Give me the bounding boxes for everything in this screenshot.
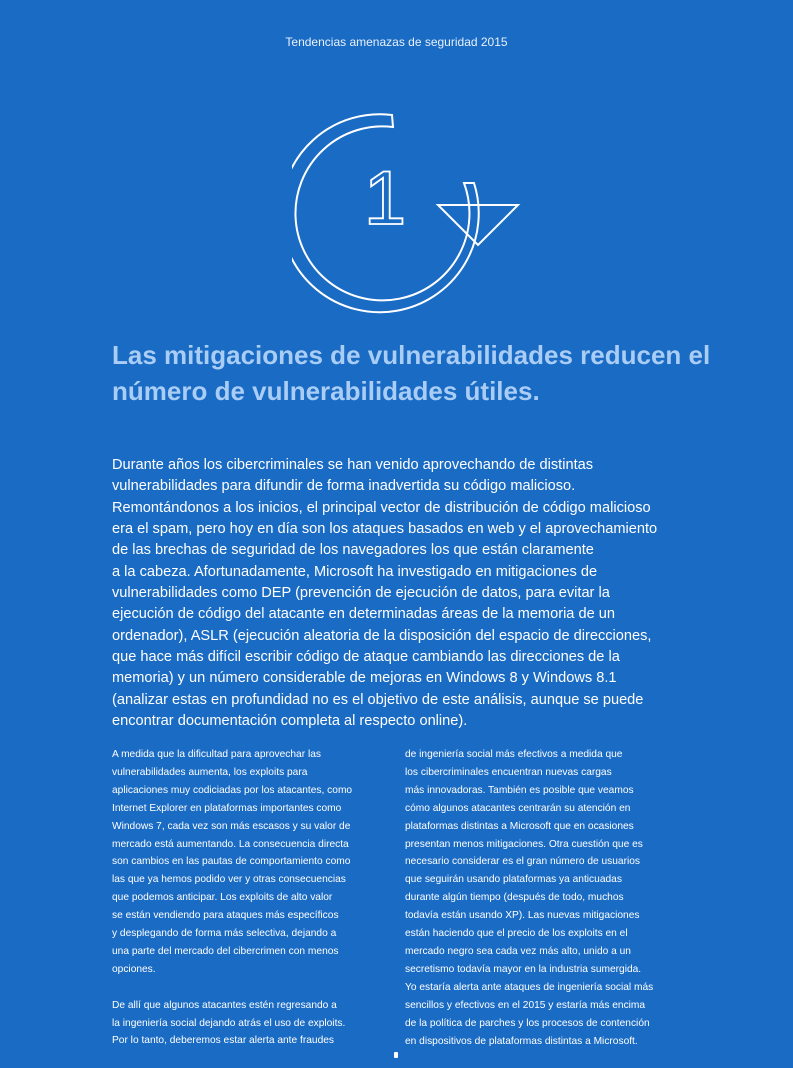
body-line: las que ya hemos podido ver y otras consecuencias (112, 874, 346, 886)
body-line: secretismo todavía mayor en la industria sumergida. (405, 963, 642, 975)
body-line: sencillos y efectivos en el 2015 y estaría más encima (405, 999, 646, 1011)
intro-line: encontrar documentación completa al respecto online). (112, 713, 468, 730)
circular-arrow-icon (292, 96, 524, 328)
body-paragraph (112, 997, 384, 1051)
intro-line: ordenador), ASLR (ejecución aleatoria de la disposición del espacio de direcciones, (112, 627, 652, 644)
intro-line: que hace más difícil escribir código de ataque cambiando las direcciones de la (112, 649, 620, 666)
intro-line: (analizar estas en profundidad no es el objetivo de este análisis, aunque se puede (112, 691, 644, 708)
page-number-mark (394, 1052, 398, 1058)
body-line: vulnerabilidades aumenta, los exploits para (112, 766, 308, 778)
section-heading: Las mitigaciones de vulnerabilidades reducen el número de vulnerabilidades útiles. (112, 340, 711, 406)
body-line: más innovadoras. También es posible que veamos (405, 784, 634, 796)
body-line: De allí que algunos atacantes estén regresando a (112, 999, 337, 1011)
body-line: se están vendiendo para ataques más específicos (112, 910, 339, 922)
intro-line: era el spam, pero hoy en día son los ataques basados en web y el aprovechamiento (112, 521, 658, 538)
body-line: necesario considerar es el gran número de usuarios (405, 856, 641, 868)
body-line: en dispositivos de plataformas distintas a Microsoft. (405, 1035, 638, 1047)
body-line: aplicaciones muy codiciadas por los atacantes, como (112, 784, 353, 796)
body-line: presentan menos mitigaciones. Otra cuestión que es (405, 838, 643, 850)
chapter-number: 1 (363, 156, 407, 241)
body-paragraph (405, 746, 685, 1050)
body-line: durante algún tiempo (después de todo, muchos (405, 892, 624, 904)
body-line: A medida que la dificultad para aprovechar las (112, 749, 321, 760)
body-line: Internet Explorer en plataformas importantes como (112, 802, 342, 814)
intro-line: Durante años los cibercriminales se han venido aprovechando de distintas (112, 457, 594, 473)
body-line: una parte del mercado del cibercrimen con menos (112, 945, 339, 957)
body-line: los cibercriminales encuentran nuevas cargas (405, 766, 612, 778)
intro-line: de las brechas de seguridad de los navegadores los que están claramente (112, 542, 594, 559)
intro-line: vulnerabilidades como DEP (prevención de ejecución de datos, para evitar la (112, 585, 610, 602)
body-line: opciones. (112, 963, 156, 975)
body-column-left (112, 746, 384, 1068)
intro-line: vulnerabilidades para difundir de forma inadvertida su código malicioso. (112, 478, 576, 495)
intro-line: Remontándonos a los inicios, el principal vector de distribución de código malicioso (112, 499, 651, 516)
body-line: y desplegando de forma más selectiva, dejando a (112, 928, 337, 940)
intro-line: ejecución de código del atacante en determinadas áreas de la memoria de un (112, 606, 615, 623)
body-line: mercado está aumentando. La consecuencia directa (112, 838, 349, 850)
intro-line: a la cabeza. Afortunadamente, Microsoft ha investigado en mitigaciones de (112, 563, 598, 580)
body-line: cómo algunos atacantes centrarán su atención en (405, 802, 631, 814)
body-line: la ingeniería social dejando atrás el uso de exploits. (112, 1017, 346, 1029)
body-line: están haciendo que el precio de los exploits en el (405, 928, 628, 940)
body-line: Windows 7, cada vez son más escasos y su valor de (112, 820, 351, 832)
body-line: de ingeniería social más efectivos a medida que (405, 749, 623, 760)
intro-line: memoria) y un número considerable de mejoras en Windows 8 y Windows 8.1 (112, 670, 617, 687)
running-header: Tendencias amenazas de seguridad 2015 (285, 35, 508, 49)
body-line: que podemos anticipar. Los exploits de alto valor (112, 892, 333, 904)
body-line: Por lo tanto, deberemos estar alerta ante fraudes (112, 1035, 334, 1047)
body-line: son cambios en las pautas de comportamiento como (112, 856, 351, 868)
body-line: mercado negro sea cada vez más alto, unido a un (405, 945, 631, 957)
body-line: plataformas distintas a Microsoft que en ocasiones (405, 820, 634, 832)
body-line: Yo estaría alerta ante ataques de ingeniería social más (405, 981, 654, 993)
body-paragraph (112, 746, 384, 979)
body-line: que seguirán usando plataformas ya anticuadas (405, 874, 622, 886)
body-line: todavía están usando XP). Las nuevas mitigaciones (405, 910, 640, 922)
body-line: de la política de parches y los procesos de contención (405, 1017, 650, 1029)
body-column-right (405, 746, 685, 1068)
intro-paragraph (112, 455, 697, 732)
